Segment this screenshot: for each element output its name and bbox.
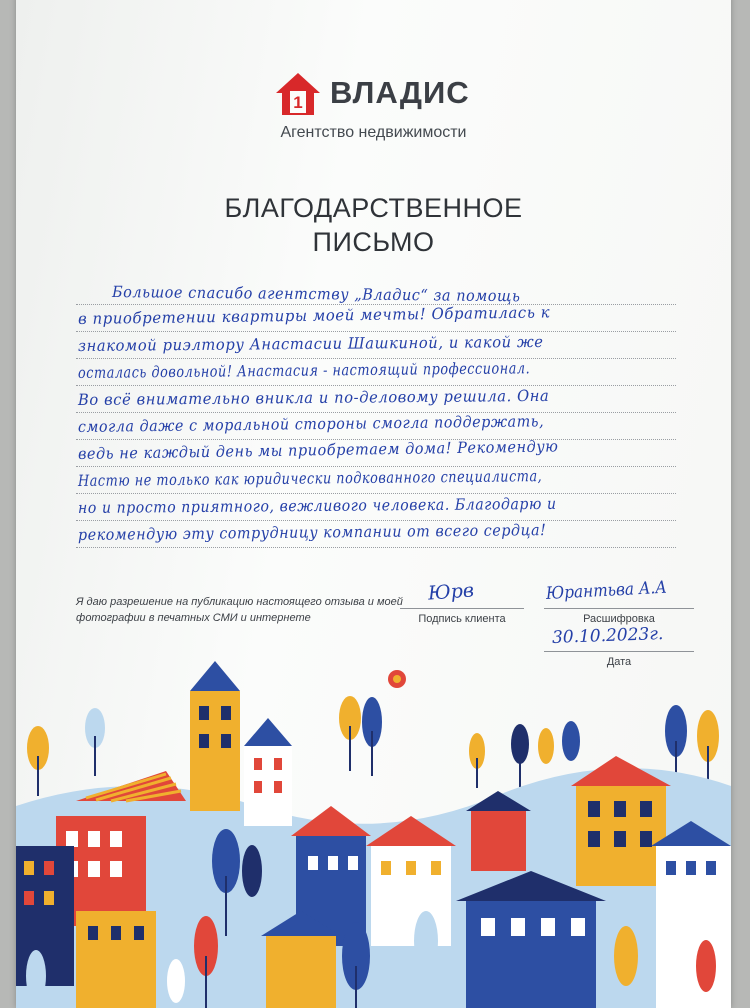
rule-line bbox=[76, 385, 676, 386]
logo-digit: 1 bbox=[293, 93, 303, 112]
client-signature-label: Подпись клиента bbox=[418, 613, 506, 625]
company-subtitle: Агентство недвижимости bbox=[280, 124, 467, 141]
title-line-2: ПИСЬМО bbox=[312, 227, 435, 257]
company-logo bbox=[274, 71, 534, 121]
letter-line: но и просто приятного, вежливого человека. Благодарю и bbox=[77, 494, 557, 517]
letter-line: Во всё внимательно вникла и по-деловому решила. Она bbox=[77, 386, 550, 409]
letter-line: ведь не каждый день мы приобретаем дома! Рекомендую bbox=[77, 437, 559, 463]
letter-line: смогла даже с моральной стороны смогла поддержать, bbox=[77, 412, 545, 436]
letter-line: в приобретении квартиры моей мечты! Обратилась к bbox=[77, 303, 551, 328]
rule-line bbox=[76, 520, 676, 521]
client-signature: Юрв bbox=[427, 579, 475, 605]
letter-line: Большое спасибо агентству „Владис“ за помощь bbox=[111, 283, 521, 306]
brand-name: ВЛАДИС bbox=[330, 75, 470, 110]
rule-line bbox=[76, 493, 676, 494]
decoding-line bbox=[544, 608, 694, 609]
date-line bbox=[544, 651, 694, 652]
date-label: Дата bbox=[606, 656, 632, 668]
rule-line bbox=[76, 412, 676, 413]
publication-consent: Я даю разрешение на публикацию настоящего отзыва и моей фотографии в печатных СМИ и интернете bbox=[76, 596, 403, 624]
letter-line: знакомой риэлтору Анастасии Шашкиной, и какой же bbox=[77, 332, 544, 355]
letter-sheet bbox=[16, 0, 731, 1008]
client-signature-line bbox=[400, 608, 524, 609]
date-value: 30.10.2023г. bbox=[551, 624, 664, 648]
rule-line bbox=[76, 466, 676, 467]
rule-line bbox=[76, 547, 676, 548]
decoding-value: Юрантьва А.А bbox=[545, 577, 668, 604]
rule-line bbox=[76, 331, 676, 332]
city-illustration bbox=[16, 656, 731, 1008]
house-key-icon bbox=[274, 71, 322, 117]
letter-line: Настю не только как юридически подкованного специалиста, bbox=[77, 467, 543, 490]
title-line-1: БЛАГОДАРСТВЕННОЕ bbox=[224, 193, 523, 223]
rule-line bbox=[76, 358, 676, 359]
letter-line: осталась довольной! Анастасия - настоящий профессионал. bbox=[77, 359, 531, 382]
decoding-label: Расшифровка bbox=[583, 613, 655, 625]
letter-line: рекомендую эту сотрудницу компании от всего сердца! bbox=[77, 521, 547, 544]
document-title bbox=[16, 191, 731, 259]
